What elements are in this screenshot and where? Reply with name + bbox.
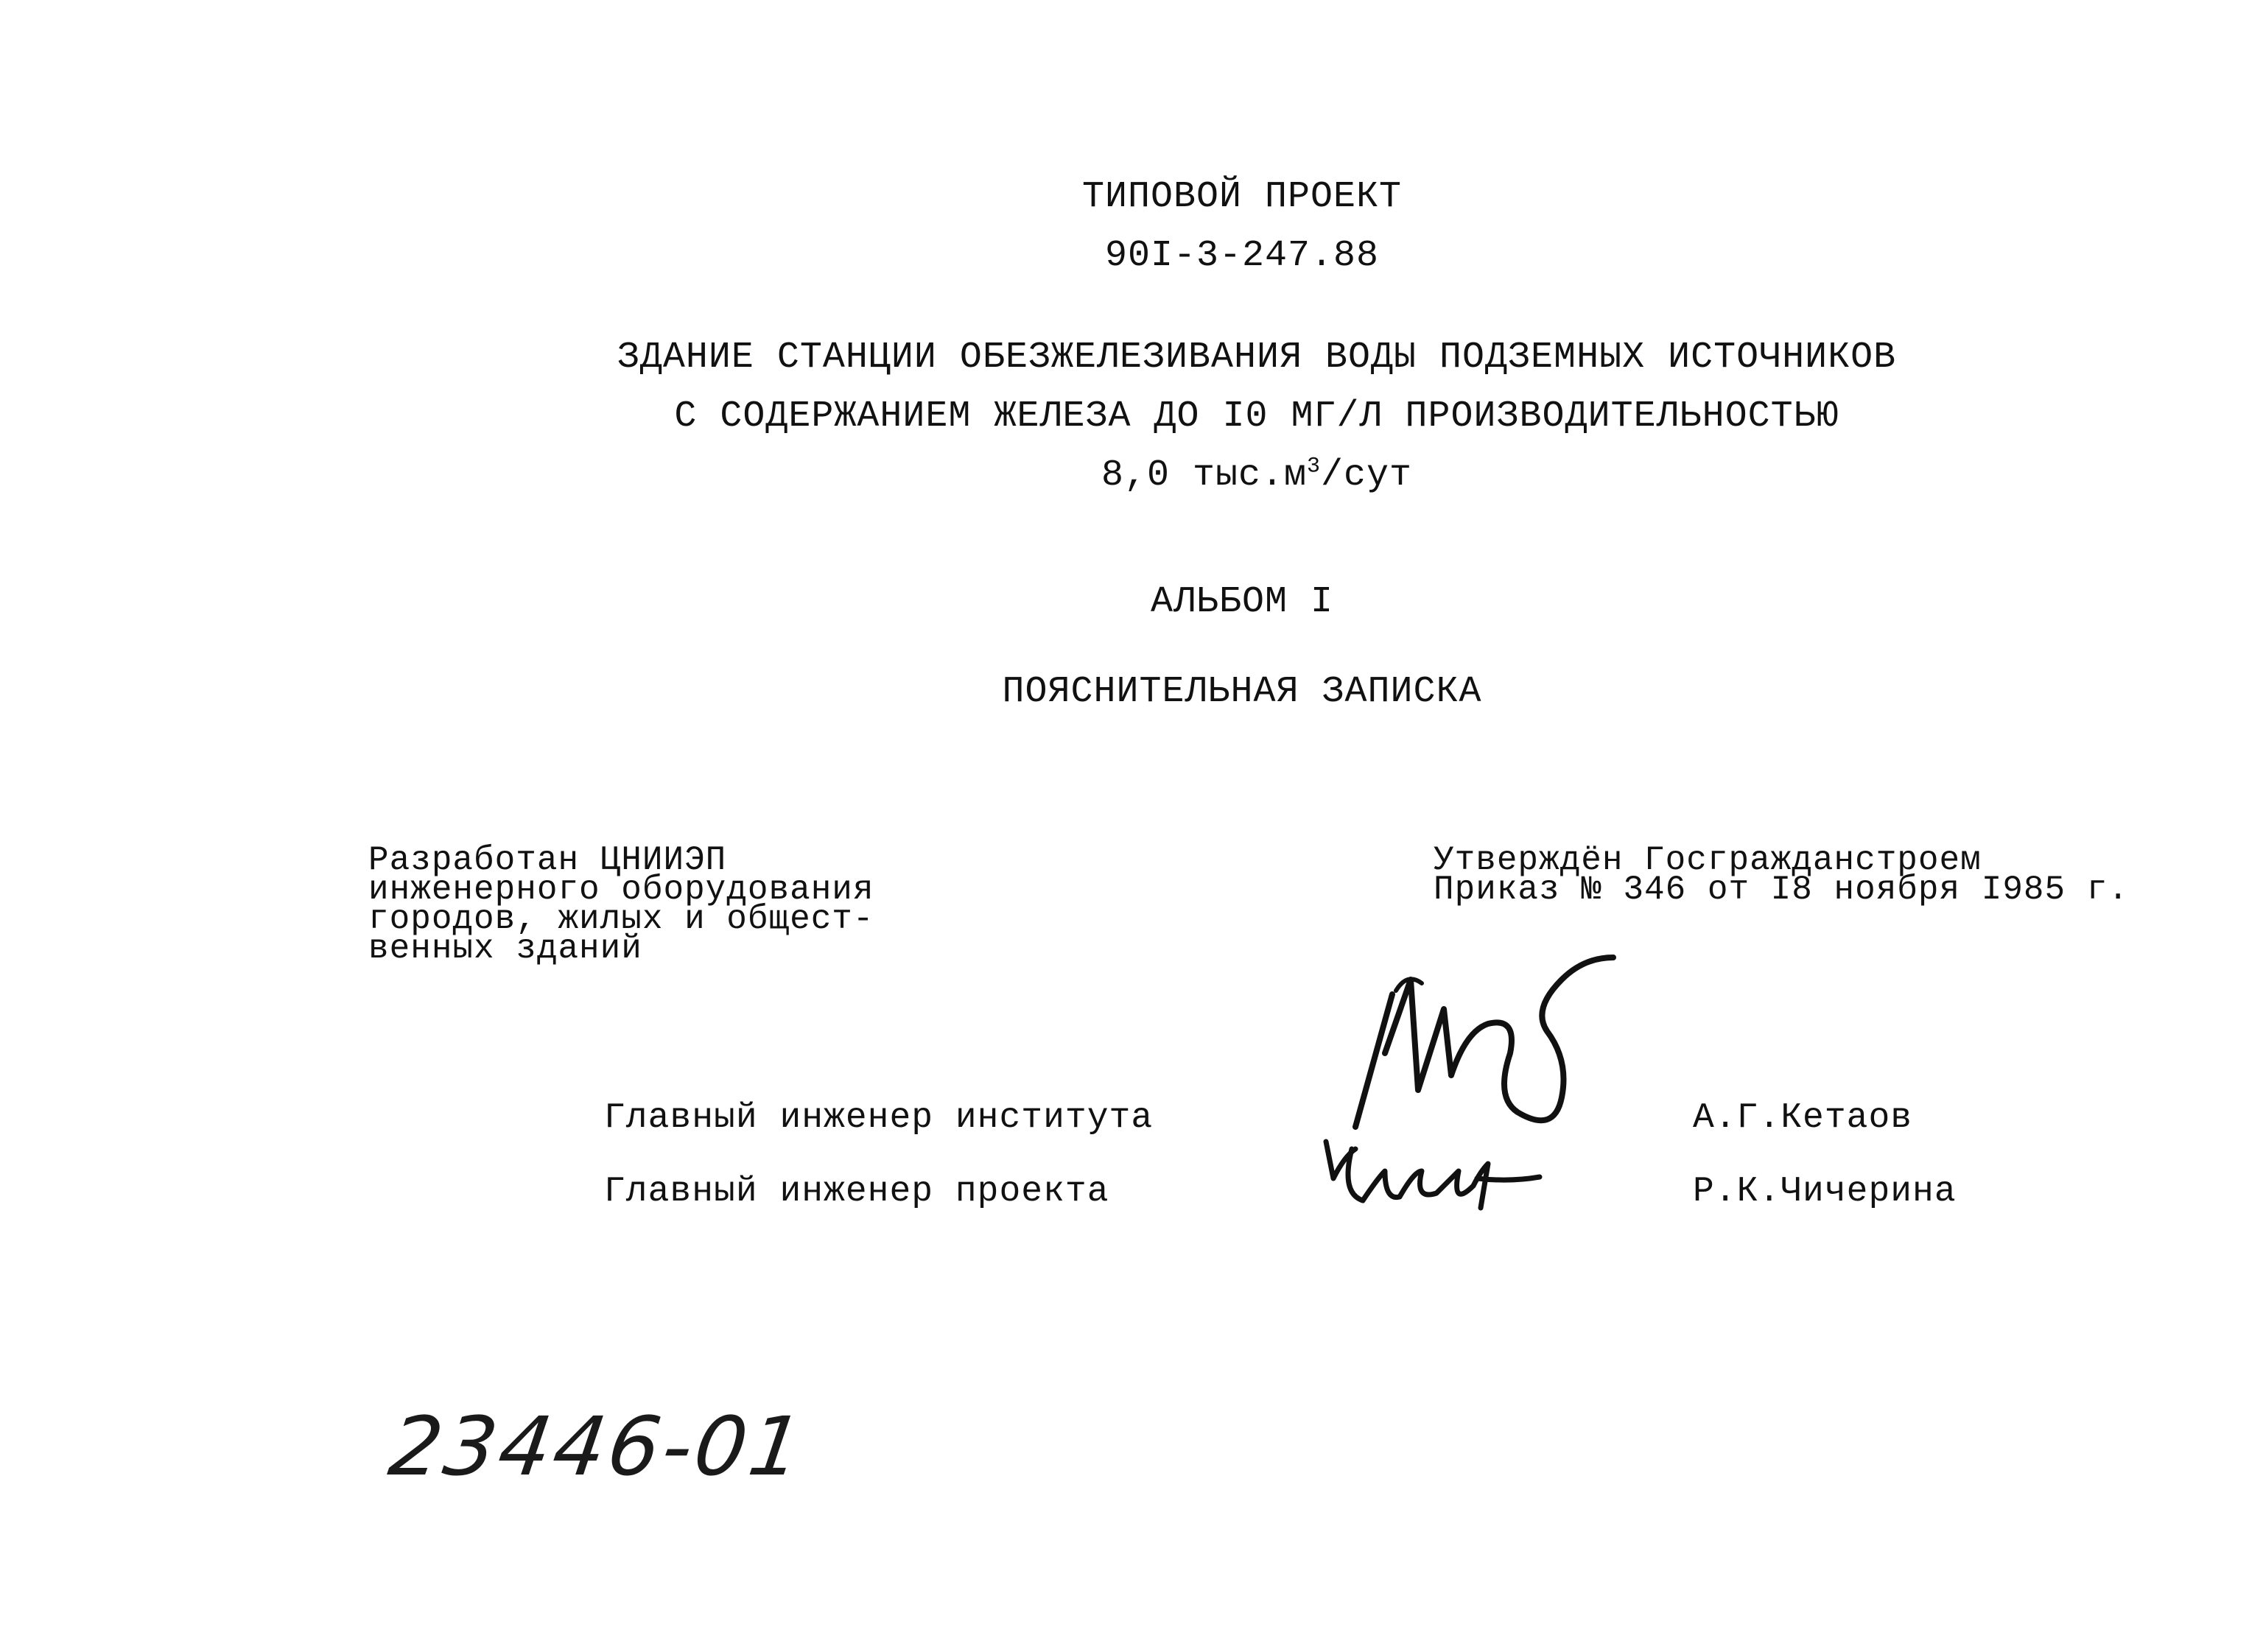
title-line-2: С СОДЕРЖАНИЕМ ЖЕЛЕЗА ДО I0 МГ/Л ПРОИЗВОДИТЕЛЬНОСТЬЮ: [674, 396, 1839, 437]
signature-ketaov: [1341, 950, 1650, 1142]
chief-institute-name: А.Г.Кетаов: [1693, 1098, 1913, 1138]
approval-line-1: Утверждён Госгражданстроем: [1434, 841, 1982, 879]
signature-chicherina: [1311, 1127, 1547, 1230]
chief-project-name: Р.К.Чичерина: [1693, 1172, 1957, 1212]
approval-line-2: Приказ № 346 от I8 ноября I985 г.: [1434, 871, 2129, 909]
title-line-1: ЗДАНИЕ СТАНЦИИ ОБЕЗЖЕЛЕЗИВАНИЯ ВОДЫ ПОДЗЕМНЫХ ИСТОЧНИКОВ: [617, 337, 1897, 379]
developer-line-3: городов, жилых и общест-: [368, 900, 874, 938]
document-name: ПОЯСНИТЕЛЬНАЯ ЗАПИСКА: [1002, 671, 1482, 713]
capacity-value: 8,0 тыс.м: [1101, 454, 1307, 496]
project-type: ТИПОВОЙ ПРОЕКТ: [1081, 176, 1403, 218]
developer-line-2: инженерного оборудования: [368, 871, 874, 909]
document-name-block: [110, 663, 2263, 722]
building-title: [125, 328, 2263, 505]
capacity-power: 3: [1307, 454, 1322, 479]
capacity-line: [125, 446, 2263, 505]
developer-line-1: Разработан ЦНИИЭП: [368, 841, 727, 879]
album-label: АЛЬБОМ I: [1150, 581, 1334, 623]
developer-line-4: венных зданий: [368, 929, 642, 968]
album-block: [110, 573, 2263, 632]
handwritten-archive-number: 23446-01: [384, 1399, 811, 1494]
chief-institute-role: Главный инженер института: [604, 1098, 1154, 1138]
project-header: [110, 168, 2263, 286]
developer-block: [368, 841, 874, 968]
capacity-unit: /сут: [1321, 454, 1413, 496]
approval-block: [1434, 841, 2129, 909]
project-number: 90I-3-247.88: [1104, 235, 1380, 277]
chief-project-role: Главный инженер проекта: [604, 1172, 1109, 1212]
